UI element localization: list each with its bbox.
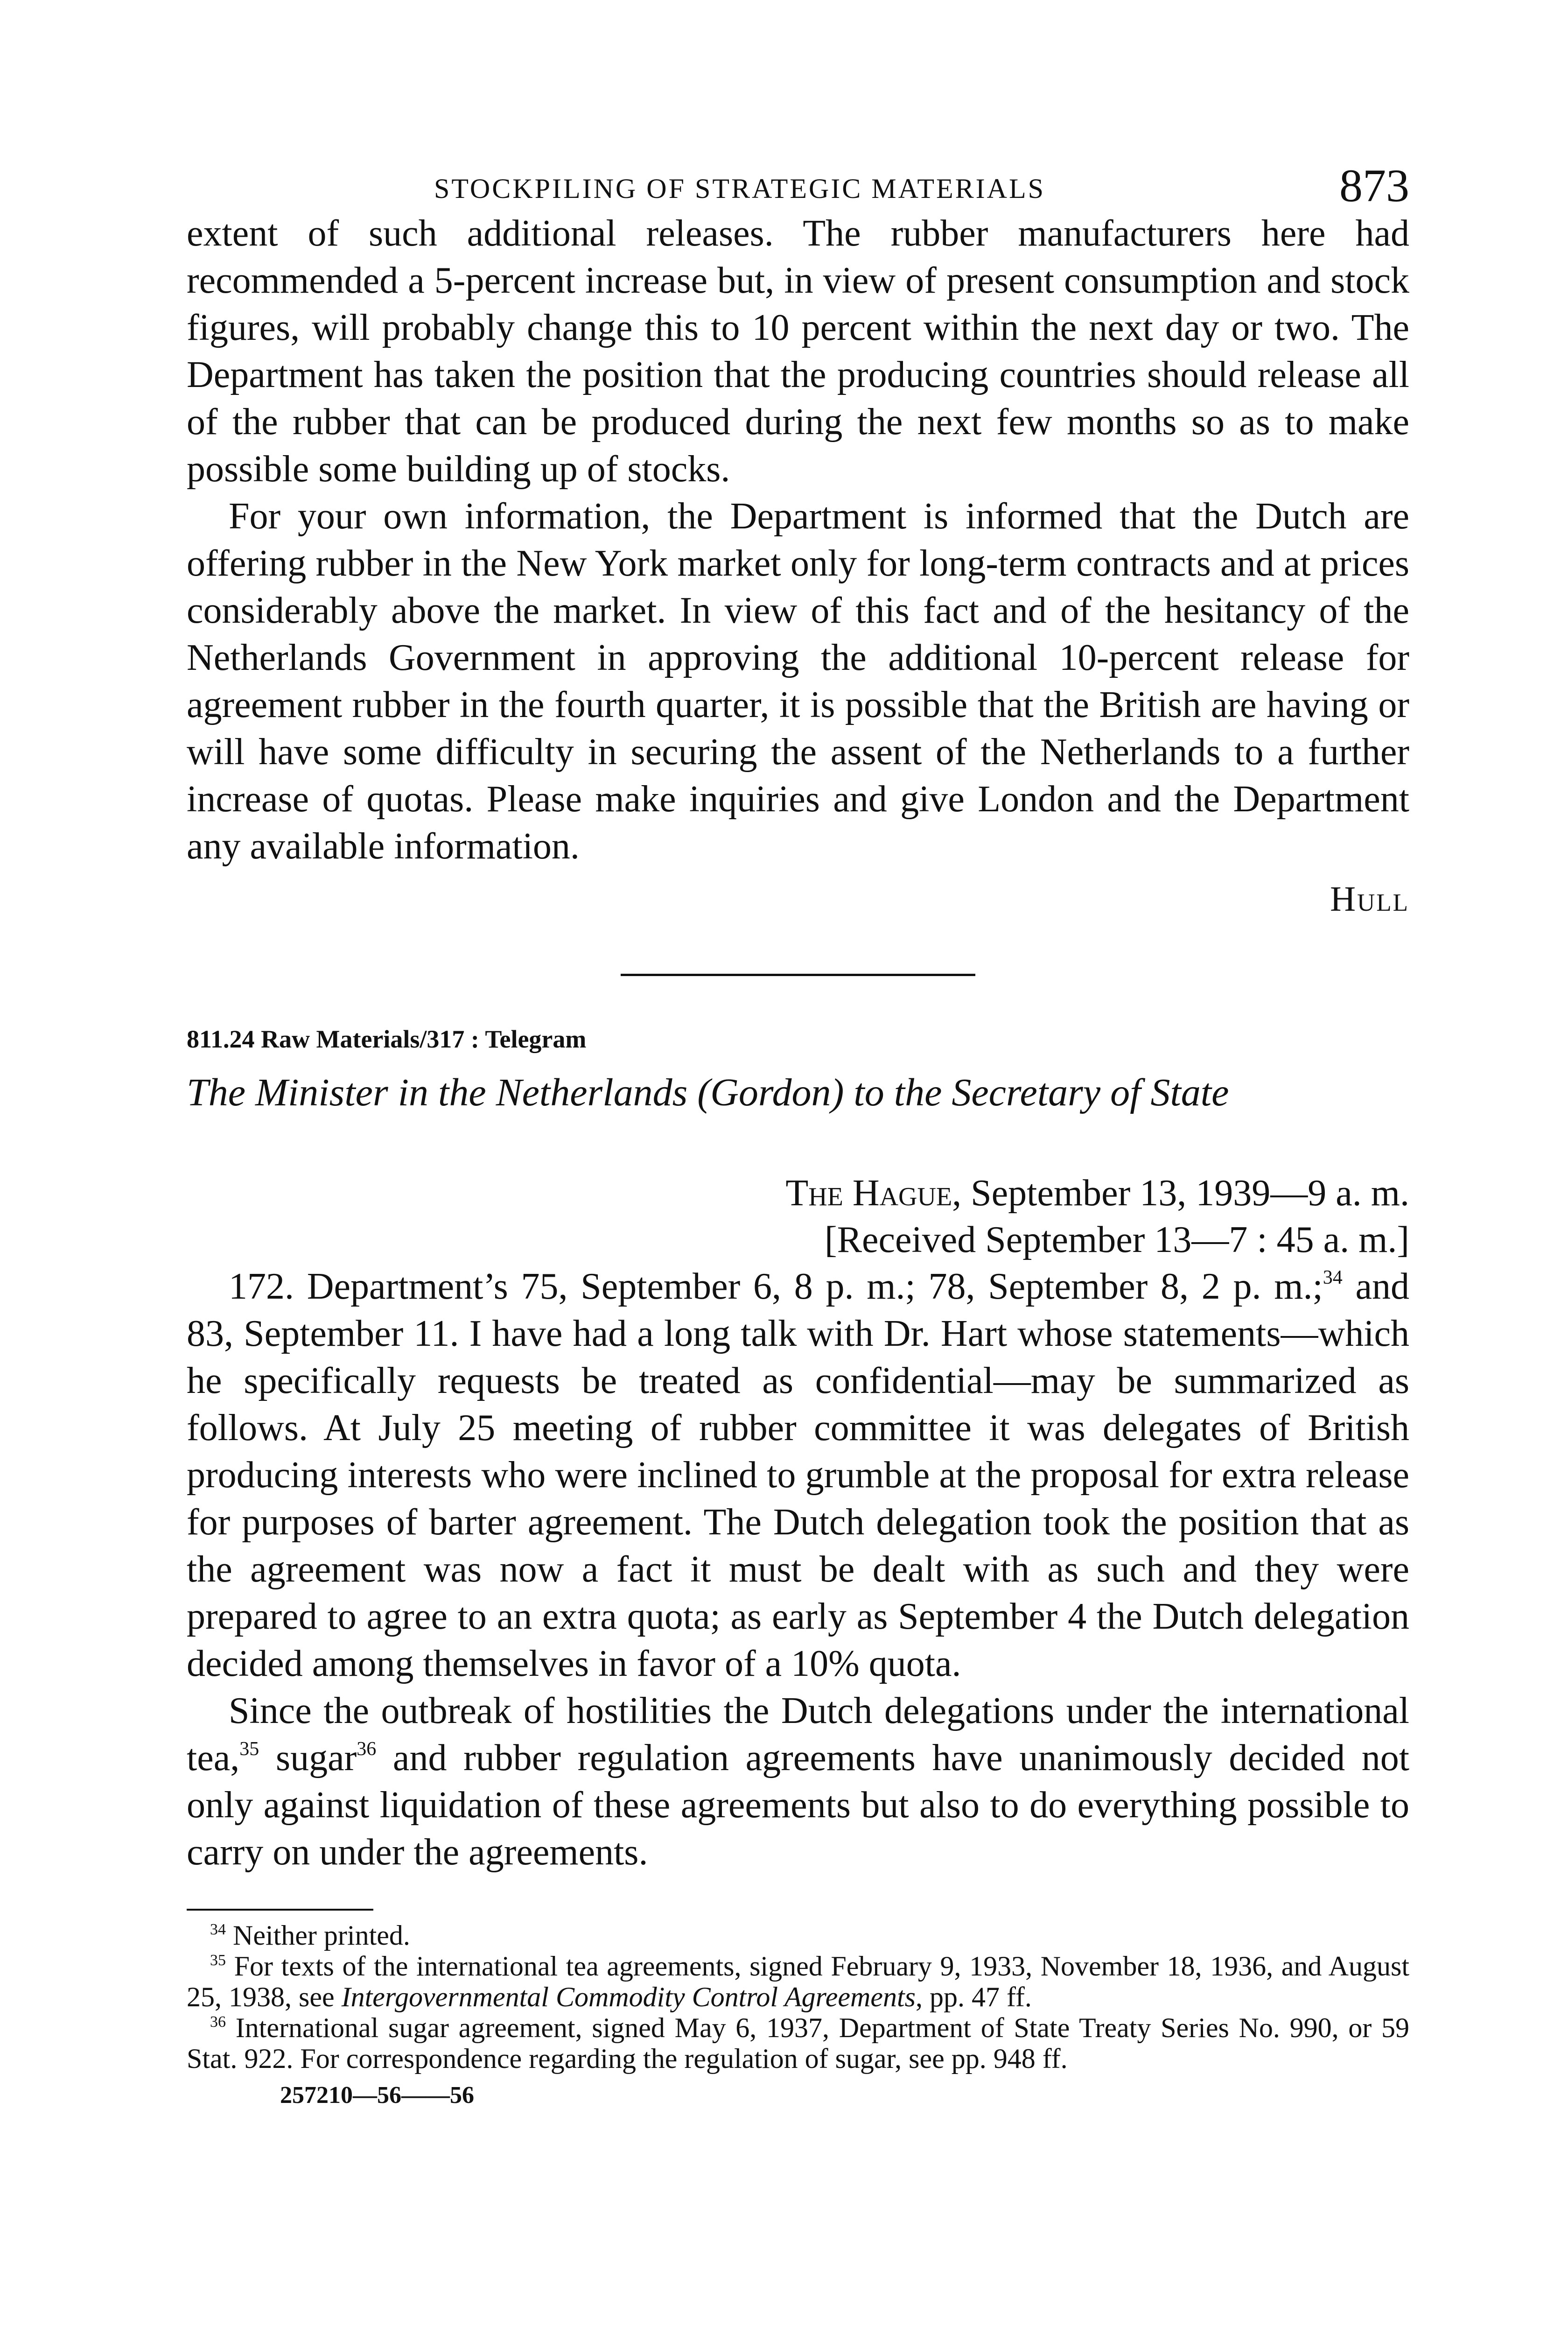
running-head [187,154,1409,210]
paragraph-information: For your own information, the Department is informed that the Dutch are offering rubber in the New York market only for long-term contracts and at prices considerably above the market. In view of this fact and of the hesitancy of the Netherlands Government in approving the additional 10-percent release for agreement rubber in the fourth quarter, it is possible that the British are having or will have some difficulty in securing the assent of the Netherlands to a further increase of quotas. Please make inquiries and give London and the Department any available information. [187,496,1409,867]
footnote-ref-35[interactable]: 35 [239,1738,259,1760]
footnote-ref-36[interactable]: 36 [357,1738,377,1760]
telegram-paragraph-2: Since the outbreak of hostilities the Dutch delegations under the international tea,$^{35}$ sugar$^{36}$ and rubber regulation agreements have unanimously decided not only against liquidation of these agreements but also to do everything possible to carry on under the agreements. [187,1690,1410,1873]
section-divider [621,974,975,976]
received-line: [Received September 13—7 : 45 a. m.] [825,1219,1409,1260]
footnote-36: $^{36}$ International sugar agreement, signed May 6, 1937, Department of State Treaty Series No. 990, or 59 Stat. 922. For correspondence regarding the regulation of sugar, see pp. 948 ff. [187,2012,1410,2074]
date-time: , September 13, 1939—9 a. m. [952,1173,1409,1214]
paragraph-continued: extent of such additional releases. The rubber manufacturers here had recommended a 5-percent increase but, in view of present consumption and stock figures, will probably change this to 10 percent within the next day or two. The Department has taken the position that the producing countries should release all of the rubber that can be produced during the next few months so as to make possible some building up of stocks. [187,213,1409,490]
file-reference: 811.24 Raw Materials/317 : Telegram [187,1025,587,1053]
page-number: 873 [1339,160,1409,211]
place-date [187,1170,1409,1216]
footnote-35: $^{35}$ For texts of the international tea agreements, signed February 9, 1933, November 18, 1936, and August 25, 1938, see Intergovernmental Commodity Control Agreements, pp. 47 ff. [187,1951,1410,2012]
footnote-34: $^{34}$ Neither printed. [210,1920,410,1951]
footnote-divider [187,1909,373,1911]
signature: Hull [1330,879,1409,919]
telegram-paragraph-1: 172. Department’s 75, September 6, 8 p. m.; 78, September 8, 2 p. m.;$^{34}$ and 83, September 11. I have had a long talk with Dr. Hart whose statements—which he specifically requests be treated as confidential—may be summarized as follows. At July 25 meeting of rubber committee it was delegates of British producing interests who were inclined to grumble at the proposal for extra release for purposes of barter agreement. The Dutch delegation took the position that as the agreement was now a fact it must be dealt with as such and they were prepared to agree to an extra quota; as early as September 4 the Dutch delegation decided among themselves in favor of a 10% quota. [187,1266,1409,1684]
page [187,154,1409,2109]
footnote-ref-34[interactable]: 34 [1323,1267,1343,1288]
place-name: The Hague [785,1173,952,1214]
document-title: The Minister in the Netherlands (Gordon) to the Secretary of State [187,1071,1229,1114]
print-code: 257210—56——56 [280,2082,474,2109]
running-head-title: STOCKPILING OF STRATEGIC MATERIALS [434,173,1045,204]
